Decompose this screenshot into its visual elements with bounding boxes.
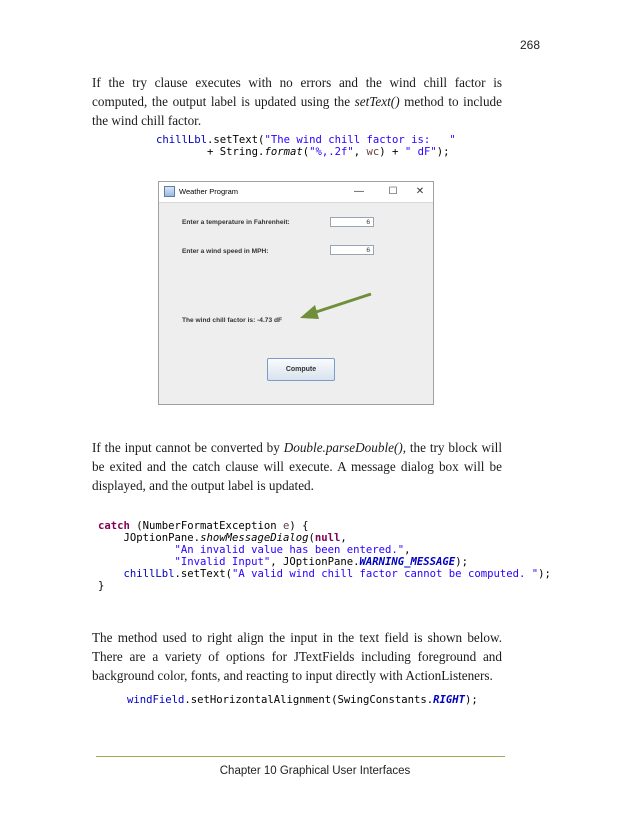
close-icon[interactable]: ✕ [415, 186, 425, 197]
window-titlebar[interactable] [159, 182, 433, 203]
wind-chill-result-label: The wind chill factor is: -4.73 dF [182, 317, 283, 324]
temperature-label: Enter a temperature in Fahrenheit: [182, 219, 290, 226]
maximize-icon[interactable]: ☐ [388, 186, 398, 197]
para2-method: Double.parseDouble() [283, 440, 403, 455]
code2-l5-end: ); [538, 568, 551, 580]
page-number: 268 [519, 38, 540, 52]
wind-speed-label: Enter a wind speed in MPH: [182, 248, 269, 255]
code1-string: "The wind chill factor is: " [264, 134, 456, 146]
wind-speed-field[interactable]: 6 [330, 245, 374, 255]
paragraph-settext [92, 73, 502, 130]
chapter-footer: Chapter 10 Graphical User Interfaces [219, 765, 411, 777]
footer-rule [96, 756, 505, 757]
code2-warning: WARNING_MESSAGE [359, 556, 456, 568]
code2-l2: JOptionPane. [98, 532, 201, 544]
arrow-head [300, 305, 319, 319]
compute-button[interactable]: Compute [267, 358, 335, 381]
code2-l2-open: ( [308, 532, 315, 544]
code2-l3: "An invalid value has been entered." [98, 544, 405, 556]
code2-l4-end: ); [455, 556, 468, 568]
code2-null: null [314, 532, 341, 544]
para1-text-a: If the try clause executes with no errors and the wind chill factor is computed, the output label is updated using the [92, 75, 502, 109]
code2-catch: catch [98, 520, 130, 532]
code3-field: windField [127, 694, 185, 706]
code2-l4: "Invalid Input" [98, 556, 271, 568]
para1-method: setText() [354, 94, 400, 109]
para2-text-b: , the try block will be exited and the catch clause will execute. A message dialog box will be displayed, and the output label is updated. [92, 440, 503, 493]
code2-l5-str: "A valid wind chill factor cannot be computed. " [231, 568, 539, 580]
code3-end: ); [465, 694, 478, 706]
minimize-icon[interactable]: — [354, 186, 364, 197]
code-block-catch [98, 520, 551, 592]
arrow-shaft [313, 294, 371, 313]
code1-format: format [264, 146, 303, 158]
window-title: Weather Program [179, 187, 239, 196]
code1-format-string: "%,.2f" [309, 146, 354, 158]
code1-end: ); [436, 146, 450, 158]
code1-mid: , [353, 146, 367, 158]
code-block-settext [156, 134, 456, 158]
code2-l1-end: ) { [289, 520, 309, 532]
code1-open: ( [302, 146, 310, 158]
code2-l4-mid: , JOptionPane. [270, 556, 360, 568]
code1-close: ) + [379, 146, 405, 158]
code1-wc: wc [366, 146, 380, 158]
code2-show: showMessageDialog [200, 532, 309, 544]
code2-l5: chillLbl [98, 568, 175, 580]
code2-l1: (NumberFormatException [129, 520, 283, 532]
code2-l5-call: .setText( [174, 568, 232, 580]
green-arrow-icon [295, 288, 375, 322]
code2-e: e [282, 520, 290, 532]
code3-right: RIGHT [433, 694, 466, 706]
paragraph-catch [92, 438, 502, 495]
code1-var: chillLbl [156, 134, 208, 146]
code2-l2-end: , [340, 532, 347, 544]
para2-text-a: If the input cannot be converted by [92, 440, 284, 455]
code1-plus: + String. [156, 146, 265, 158]
code-block-alignment [127, 694, 478, 706]
paragraph-alignment: The method used to right align the input in the text field is shown below. There are a variety of options for JTextFields including foreground and background color, fonts, and reacting to input directly with ActionListeners. [92, 630, 502, 683]
code1-unit-string: " dF" [404, 146, 437, 158]
code2-l6: } [98, 580, 105, 592]
temperature-field[interactable]: 6 [330, 217, 374, 227]
code2-l3-end: , [404, 544, 411, 556]
code3-call: .setHorizontalAlignment(SwingConstants. [184, 694, 434, 706]
java-app-icon [164, 186, 175, 197]
code1-call: .setText( [207, 134, 265, 146]
para1-text-b: method to include the wind chill factor. [92, 94, 502, 128]
